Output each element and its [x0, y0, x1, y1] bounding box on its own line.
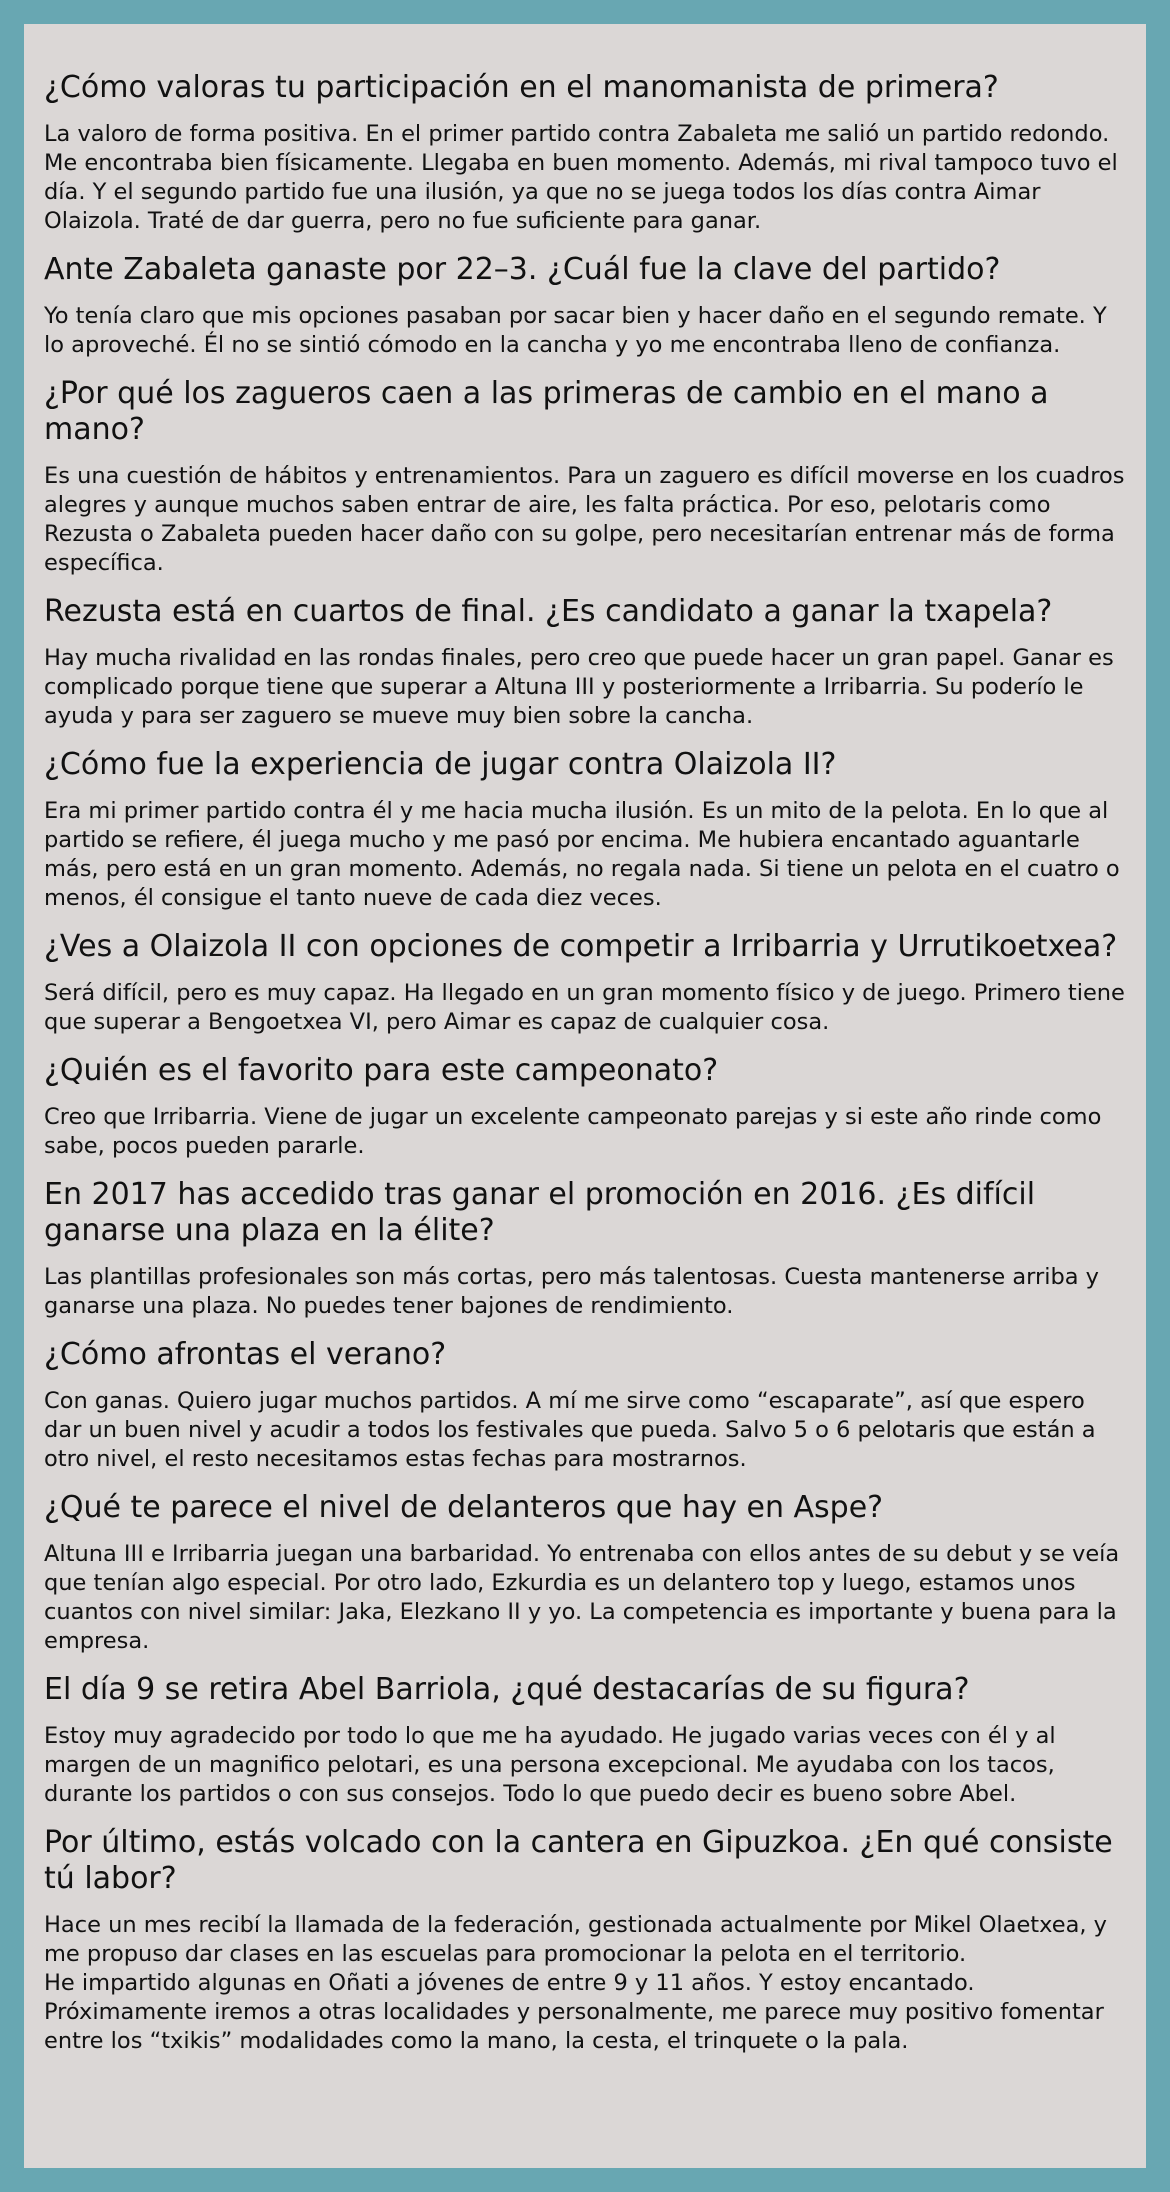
answer-paragraph: Será difícil, pero es muy capaz. Ha llegado en un gran momento físico y de juego. Primero tiene que superar a Bengoetxea VI, pero Aimar es capaz de cualquier cosa. [44, 980, 1125, 1035]
qa-item [44, 1490, 1126, 1656]
qa-item [44, 252, 1126, 360]
qa-item [44, 1177, 1126, 1321]
question-heading: En 2017 has accedido tras ganar el promoción en 2016. ¿Es difícil ganarse una plaza en la élite? [44, 1177, 1036, 1248]
answer-paragraph: Altuna III e Irribarria juegan una barbaridad. Yo entrenaba con ellos antes de su debut y se veía que tenían algo especial. Por otro lado, Ezkurdia es un delantero top y luego, estamos unos cuantos con nivel similar: Jaka, Elezkano II y yo. La competencia es importante y buena para la empresa. [44, 1541, 1120, 1654]
question-heading: ¿Qué te parece el nivel de delanteros que hay en Aspe? [44, 1490, 884, 1525]
answer-paragraph: Era mi primer partido contra él y me hacia mucha ilusión. Es un mito de la pelota. En lo que al partido se refiere, él juega mucho y me pasó por encima. Me hubiera encantado aguantarle más, pero está en un gran momento. Además, no regala nada. Si tiene un pelota en el cuatro o menos, él consigue el tanto nueve de cada diez veces. [44, 798, 1120, 911]
question-heading: ¿Cómo afrontas el verano? [44, 1337, 447, 1372]
answer-paragraph: Es una cuestión de hábitos y entrenamientos. Para un zaguero es difícil moverse en los cuadros alegres y aunque muchos saben entrar de aire, les falta práctica. Por eso, pelotaris como Rezusta o Zabaleta pueden hacer daño con su golpe, pero necesitarían entrenar más de forma específica. [44, 463, 1125, 576]
question-heading: ¿Ves a Olaizola II con opciones de competir a Irribarria y Urrutikoetxea? [44, 929, 1118, 964]
qa-item [44, 1825, 1126, 2056]
answer-paragraph: Creo que Irribarria. Viene de jugar un excelente campeonato parejas y si este año rinde como sabe, pocos pueden pararle. [44, 1104, 1102, 1159]
question-heading: ¿Cómo valoras tu participación en el manomanista de primera? [44, 70, 999, 105]
answer-paragraph: La valoro de forma positiva. En el primer partido contra Zabaleta me salió un partido redondo. Me encontraba bien físicamente. Llegaba en buen momento. Además, mi rival tampoco tuvo el día. Y el segundo partido fue una ilusión, ya que no se juega todos los días contra Aimar Olaizola. Traté de dar guerra, pero no fue suficiente para ganar. [44, 121, 1118, 234]
qa-item [44, 747, 1126, 913]
answer-paragraph: Las plantillas profesionales son más cortas, pero más talentosas. Cuesta mantenerse arriba y ganarse una plaza. No puedes tener bajones de rendimiento. [44, 1264, 1099, 1319]
answer-paragraph: Yo tenía claro que mis opciones pasaban por sacar bien y hacer daño en el segundo remate. Y lo aproveché. Él no se sintió cómodo en la cancha y yo me encontraba lleno de confianza. [44, 303, 1107, 358]
interview-panel [24, 24, 1146, 2168]
qa-item [44, 594, 1126, 731]
question-heading: ¿Quién es el favorito para este campeonato? [44, 1053, 719, 1088]
qa-item [44, 929, 1126, 1037]
qa-item [44, 70, 1126, 236]
answer-paragraph: Estoy muy agradecido por todo lo que me ha ayudado. He jugado varias veces con él y al margen de un magnifico pelotari, es una persona excepcional. Me ayudaba con los tacos, durante los partidos o con sus consejos. Todo lo que puedo decir es bueno sobre Abel. [44, 1723, 1056, 1807]
answer-paragraph: Hay mucha rivalidad en las rondas finales, pero creo que puede hacer un gran papel. Ganar es complicado porque tiene que superar a Altuna III y posteriormente a Irribarria. Su poderío le ayuda y para ser zaguero se mueve muy bien sobre la cancha. [44, 645, 1114, 729]
qa-item [44, 1672, 1126, 1809]
answer-paragraph: Hace un mes recibí la llamada de la federación, gestionada actualmente por Mikel Olaetxea, y me propuso dar clases en las escuelas para promocionar la pelota en el territorio. He impartido algunas en Oñati a jóvenes de entre 9 y 11 años. Y estoy encantado. Próximamente iremos a otras localidades y personalmente, me parece muy positivo fomentar entre los “txikis” modalidades como la mano, la cesta, el trinquete o la pala. [44, 1912, 1107, 2054]
question-heading: Por último, estás volcado con la cantera en Gipuzkoa. ¿En qué consiste tú labor? [44, 1825, 1113, 1896]
question-heading: El día 9 se retira Abel Barriola, ¿qué destacarías de su figura? [44, 1672, 970, 1707]
qa-item [44, 1337, 1126, 1474]
question-heading: Rezusta está en cuartos de final. ¿Es candidato a ganar la txapela? [44, 594, 1053, 629]
question-heading: ¿Cómo fue la experiencia de jugar contra Olaizola II? [44, 747, 837, 782]
question-heading: ¿Por qué los zagueros caen a las primeras de cambio en el mano a mano? [44, 376, 1049, 447]
qa-item [44, 376, 1126, 578]
question-heading: Ante Zabaleta ganaste por 22–3. ¿Cuál fue la clave del partido? [44, 252, 1001, 287]
qa-item [44, 1053, 1126, 1161]
answer-paragraph: Con ganas. Quiero jugar muchos partidos. A mí me sirve como “escaparate”, así que espero dar un buen nivel y acudir a todos los festivales que pueda. Salvo 5 o 6 pelotaris que están a otro nivel, el resto necesitamos estas fechas para mostrarnos. [44, 1388, 1096, 1472]
